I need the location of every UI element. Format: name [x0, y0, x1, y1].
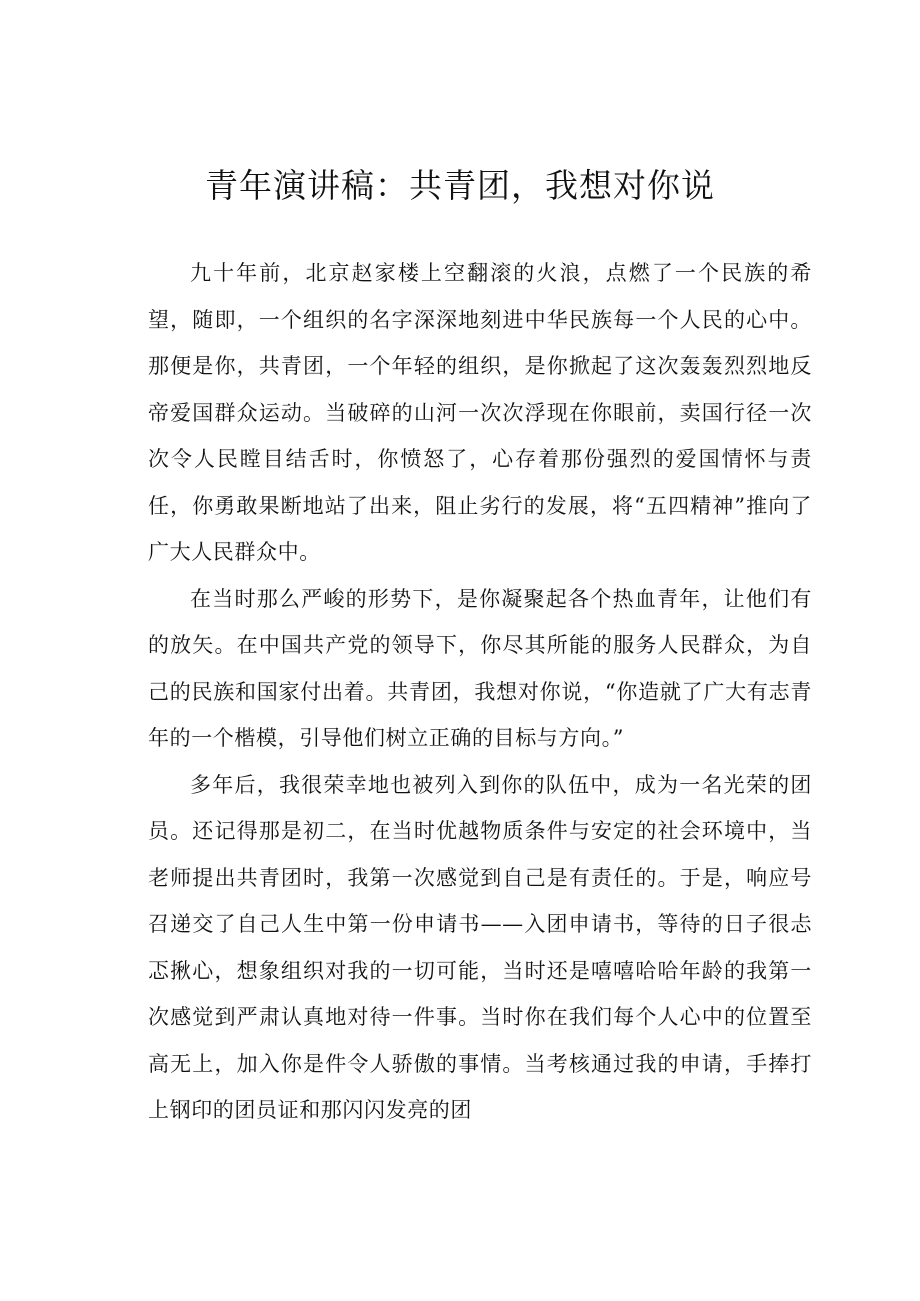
document-body — [148, 250, 812, 1134]
document-title: 青年演讲稿：共青团，我想对你说 — [205, 166, 715, 205]
paragraph-2: 在当时那么严峻的形势下，是你凝聚起各个热血青年，让他们有的放矢。在中国共产党的领导下，你尽其所能的服务人民群众，为自己的民族和国家付出着。共青团，我想对你说，“你造就了广大有志青年的一个楷模，引导他们树立正确的目标与方向。” — [148, 586, 812, 750]
paragraph-3: 多年后，我很荣幸地也被列入到你的队伍中，成为一名光荣的团员。还记得那是初二，在当时优越物质条件与安定的社会环境中，当老师提出共青团时，我第一次感觉到自己是有责任的。于是，响应号召递交了自己人生中第一份申请书——入团申请书，等待的日子很忐忑揪心，想象组织对我的一切可能，当时还是嘻嘻哈哈年龄的我第一次感觉到严肃认真地对待一件事。当时你在我们每个人心中的位置至高无上，加入你是件令人骄傲的事情。当考核通过我的申请，手捧打上钢印的团员证和那闪闪发亮的团 — [148, 772, 812, 1122]
paragraph-1: 九十年前，北京赵家楼上空翻滚的火浪，点燃了一个民族的希望，随即，一个组织的名字深深地刻进中华民族每一个人民的心中。那便是你，共青团，一个年轻的组织，是你掀起了这次轰轰烈烈地反帝爱国群众运动。当破碎的山河一次次浮现在你眼前，卖国行径一次次令人民瞠目结舌时，你愤怒了，心存着那份强烈的爱国情怀与责任，你勇敢果断地站了出来，阻止劣行的发展，将“五四精神”推向了广大人民群众中。 — [148, 261, 812, 564]
